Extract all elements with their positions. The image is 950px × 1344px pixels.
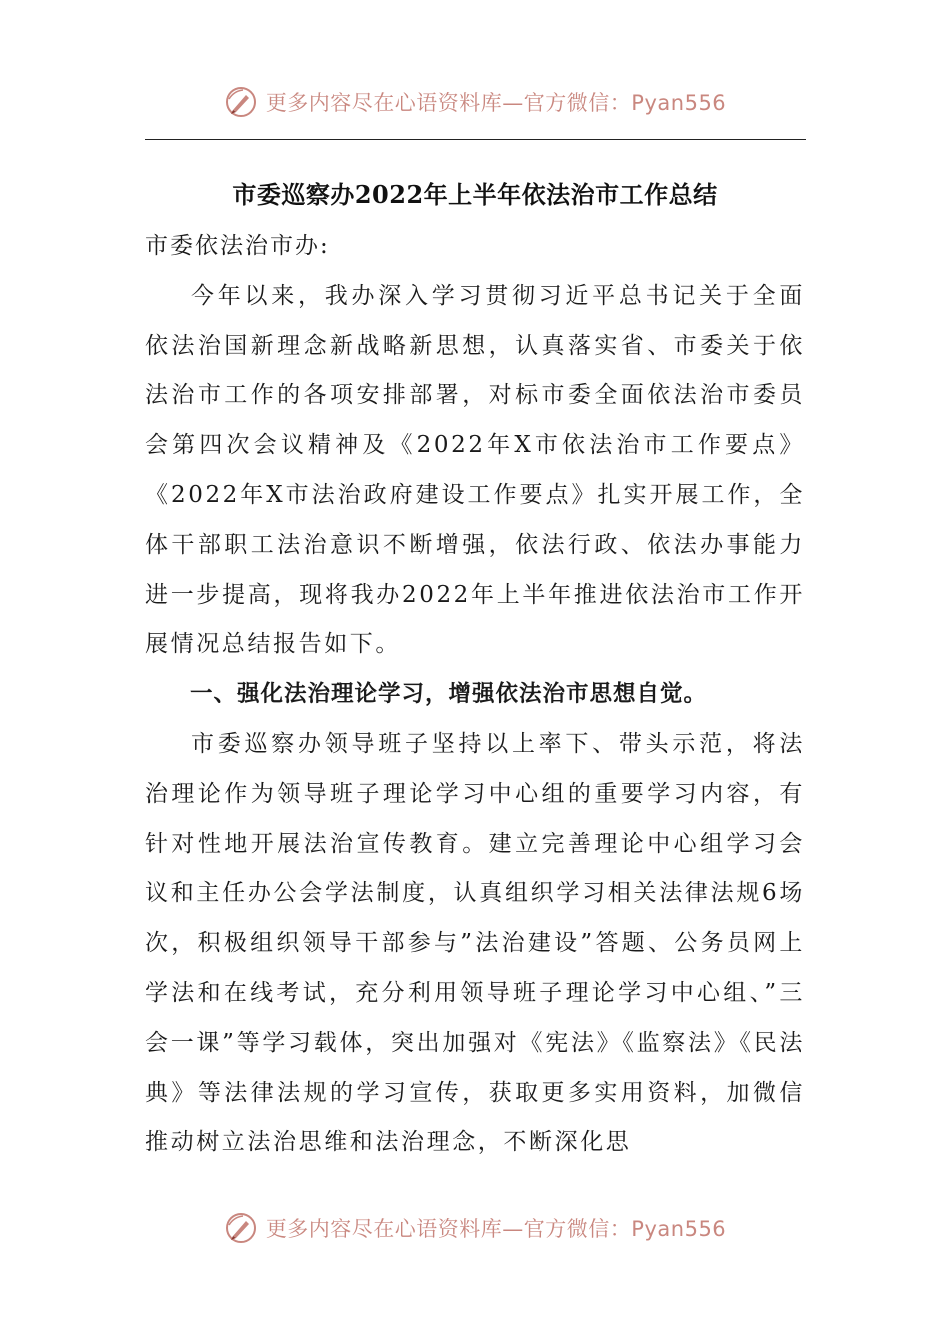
pen-logo-icon xyxy=(224,85,258,119)
section-heading-1: 一、强化法治理论学习，增强依法治市思想自觉。 xyxy=(190,681,708,708)
document-title: 市委巡察办2022年上半年依法治市工作总结 xyxy=(232,180,718,209)
header-divider xyxy=(145,139,806,140)
watermark-text: 更多内容尽在心语资料库—官方微信：Pyan556 xyxy=(265,1217,727,1241)
watermark-banner-top xyxy=(0,82,950,122)
section-paragraph-1: 市委巡察办领导班子坚持以上率下、带头示范，将法治理论作为领导班子理论学习中心组的重要学习内容，有针对性地开展法治宣传教育。建立完善理论中心组学习会议和主任办公会学法制度，认真组织学习相关法律法规6场次，积极组织领导干部参与”法治建设”答题、公务员网上学法和在线考试，充分利用领导班子理论学习中心组、”三会一课”等学习载体，突出加强对《宪法》《监察法》《民法典》等法律法规的学习宣传，获取更多实用资料，加微信推动树立法治思维和法治理念，不断深化思 xyxy=(145,730,805,1156)
watermark-banner-bottom xyxy=(0,1208,950,1248)
intro-paragraph: 今年以来，我办深入学习贯彻习近平总书记关于全面依法治国新理念新战略新思想，认真落实省、市委关于依法治市工作的各项安排部署，对标市委全面依法治市委员会第四次会议精神及《2022年X市依法治市工作要点》《2022年X市法治政府建设工作要点》扎实开展工作，全体干部职工法治意识不断增强，依法行政、依法办事能力进一步提高，现将我办2022年上半年推进依法治市工作开展情况总结报告如下。 xyxy=(145,282,805,658)
salutation: 市委依法治市办: xyxy=(145,233,330,259)
pen-logo-icon xyxy=(224,1211,258,1245)
document-body xyxy=(145,222,805,1168)
watermark-text: 更多内容尽在心语资料库—官方微信：Pyan556 xyxy=(265,91,727,115)
